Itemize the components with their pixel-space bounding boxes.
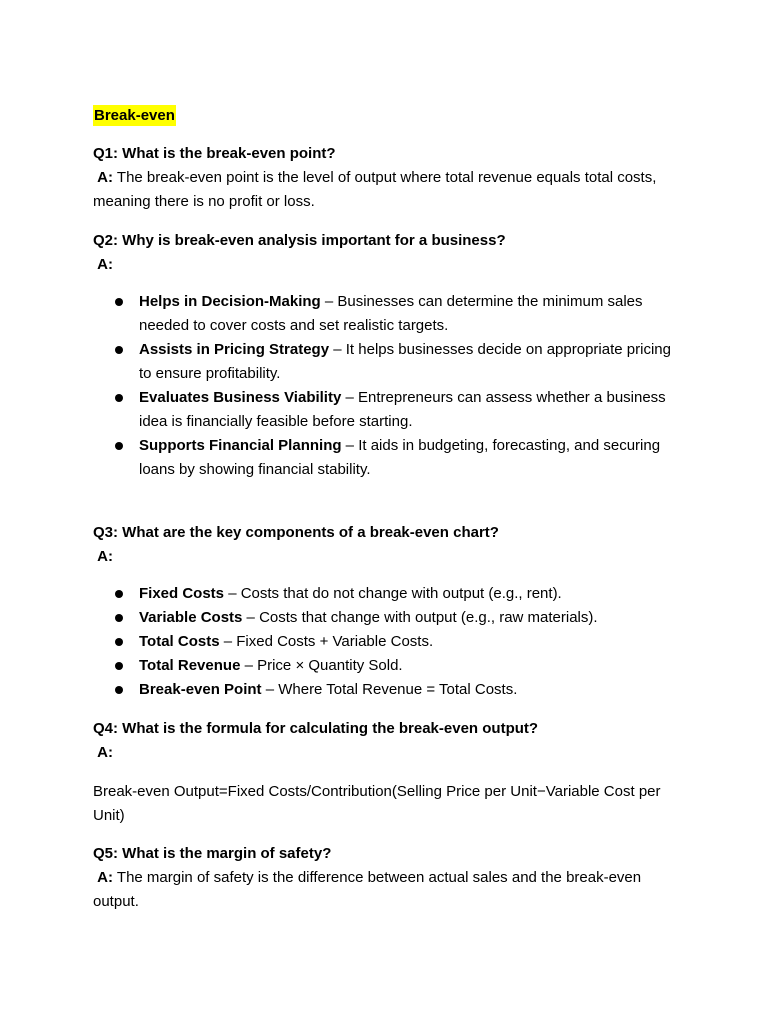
list-item-term: Supports Financial Planning <box>139 437 342 454</box>
bullet-icon <box>115 394 123 402</box>
list-item-text: – Costs that do not change with output (e.g., rent). <box>224 585 562 602</box>
list-item <box>115 678 675 702</box>
q4-answer <box>93 741 683 765</box>
q3-answer-label: A: <box>97 548 113 565</box>
list-item-text: – Entrepreneurs can assess whether a business idea is financially feasible before starting. <box>139 389 666 430</box>
q2-question: Q2: Why is break-even analysis important for a business? <box>93 232 506 249</box>
list-item-term: Helps in Decision-Making <box>139 293 321 310</box>
bullet-icon <box>115 346 123 354</box>
list-item <box>115 606 675 630</box>
list-item-term: Fixed Costs <box>139 585 225 602</box>
q1-answer-text: The break-even point is the level of output where total revenue equals total costs, meaning there is no profit or loss. <box>93 169 657 210</box>
list-item-term: Variable Costs <box>139 609 243 626</box>
q5-answer-text: The margin of safety is the difference between actual sales and the break-even output. <box>93 869 642 910</box>
q2-answer-label: A: <box>97 256 113 273</box>
q5-section <box>93 842 683 914</box>
list-item-term: Total Revenue <box>139 657 241 674</box>
q2-list <box>115 290 675 482</box>
q3-question: Q3: What are the key components of a break-even chart? <box>93 524 499 541</box>
q3-section <box>93 521 683 569</box>
q2-section <box>93 229 683 277</box>
q1-question: Q1: What is the break-even point? <box>93 145 336 162</box>
list-item <box>115 434 675 482</box>
list-item-text: – It helps businesses decide on appropriate pricing to ensure profitability. <box>139 341 671 382</box>
document-title: Break-even <box>94 107 175 124</box>
bullet-icon <box>115 298 123 306</box>
bullet-icon <box>115 686 123 694</box>
bullet-icon <box>115 590 123 598</box>
list-item <box>115 654 675 678</box>
list-item <box>115 630 675 654</box>
list-item <box>115 338 675 386</box>
bullet-icon <box>115 614 123 622</box>
q4-formula: Break-even Output=Fixed Costs/Contribution(Selling Price per Unit−Variable Cost per Unit) <box>93 783 661 824</box>
q1-section <box>93 142 683 214</box>
q3-answer <box>93 545 683 569</box>
q4-section <box>93 717 683 765</box>
list-item-term: Break-even Point <box>139 681 262 698</box>
list-item-term: Assists in Pricing Strategy <box>139 341 330 358</box>
q4-question: Q4: What is the formula for calculating the break-even output? <box>93 720 539 737</box>
list-item-term: Total Costs <box>139 633 220 650</box>
bullet-icon <box>115 662 123 670</box>
q5-answer <box>93 866 683 914</box>
bullet-icon <box>115 638 123 646</box>
list-item-text: – Fixed Costs + Variable Costs. <box>219 633 434 650</box>
list-item <box>115 386 675 434</box>
list-item-text: – Costs that change with output (e.g., raw materials). <box>242 609 598 626</box>
list-item-text: – Businesses can determine the minimum sales needed to cover costs and set realistic targets. <box>139 293 643 334</box>
bullet-icon <box>115 442 123 450</box>
q1-answer-label: A: <box>97 169 113 186</box>
list-item-text: – Where Total Revenue = Total Costs. <box>261 681 518 698</box>
q5-question: Q5: What is the margin of safety? <box>93 845 332 862</box>
list-item-text: – It aids in budgeting, forecasting, and securing loans by showing financial stability. <box>139 437 661 478</box>
q1-answer <box>93 166 683 214</box>
q2-answer <box>93 253 683 277</box>
list-item <box>115 582 675 606</box>
list-item-text: – Price × Quantity Sold. <box>240 657 403 674</box>
q5-answer-label: A: <box>97 869 113 886</box>
q4-answer-label: A: <box>97 744 113 761</box>
list-item <box>115 290 675 338</box>
q3-list <box>115 582 675 702</box>
list-item-term: Evaluates Business Viability <box>139 389 342 406</box>
